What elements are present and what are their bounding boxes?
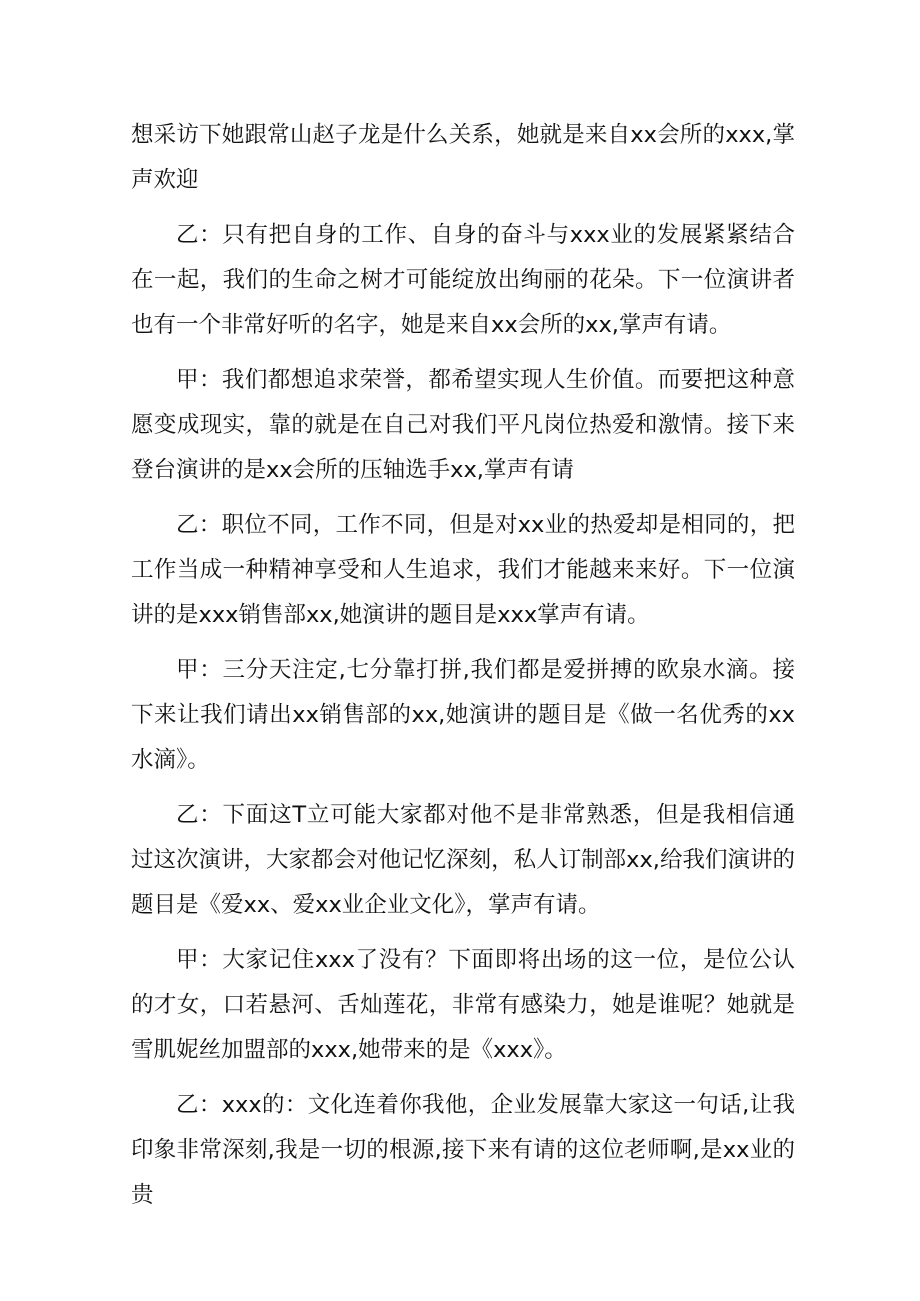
paragraph-continuation: 想采访下她跟常山赵子龙是什么关系，她就是来自xx会所的xxx,掌声欢迎 [131, 122, 795, 193]
paragraph-yi-1: 乙：只有把自身的工作、自身的奋斗与xxx业的发展紧紧结合在一起，我们的生命之树才可能绽放出绚丽的花朵。下一位演讲者也有一个非常好听的名字，她是来自xx会所的xx,掌声有请。 [131, 222, 795, 338]
document-body [131, 113, 795, 1228]
paragraph-jia-2: 甲：三分天注定,七分靠打拼,我们都是爱拼搏的欧泉水滴。接下来让我们请出xx销售部的xx,她演讲的题目是《做一名优秀的xx水滴》。 [131, 657, 795, 773]
paragraph-yi-3: 乙：下面这T立可能大家都对他不是非常熟悉，但是我相信通过这次演讲，大家都会对他记忆深刻，私人订制部xx,给我们演讲的题目是《爱xx、爱xx业企业文化》，掌声有请。 [131, 802, 795, 918]
paragraph-yi-2: 乙：职位不同，工作不同，但是对xx业的热爱却是相同的，把工作当成一种精神享受和人生追求，我们才能越来来好。下一位演讲的是xxx销售部xx,她演讲的题目是xxx掌声有请。 [131, 512, 795, 628]
paragraph-yi-4: 乙：xxx的：文化连着你我他，企业发展靠大家这一句话,让我印象非常深刻,我是一切的根源,接下来有请的这位老师啊,是xx业的贵 [131, 1092, 795, 1208]
paragraph-jia-1: 甲：我们都想追求荣誉，都希望实现人生价值。而要把这种意愿变成现实，靠的就是在自己对我们平凡岗位热爱和激情。接下来登台演讲的是xx会所的压轴选手xx,掌声有请 [131, 367, 795, 483]
paragraph-jia-3: 甲：大家记住xxx了没有？下面即将出场的这一位，是位公认的才女，口若悬河、舌灿莲花，非常有感染力，她是谁呢？她就是雪肌妮丝加盟部的xxx,她带来的是《xxx》。 [131, 947, 795, 1063]
